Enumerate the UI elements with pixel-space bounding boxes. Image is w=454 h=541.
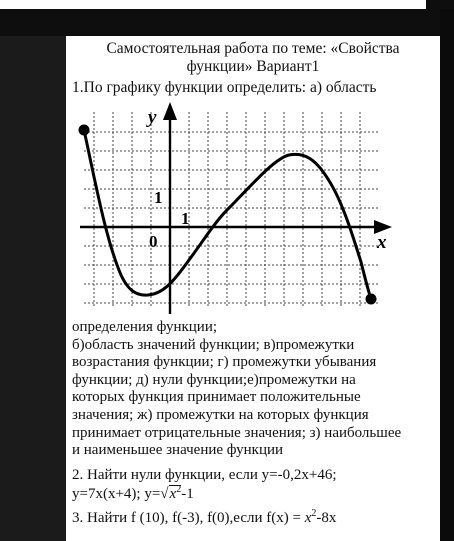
- worksheet-page: [66, 36, 440, 541]
- grid: [84, 112, 380, 306]
- top-white-strip: [0, 0, 426, 9]
- task1-line: функции; д) нули функции;е)промежутки на: [72, 371, 356, 388]
- sqrt-radicand: [169, 485, 182, 502]
- curve-end-point: [366, 294, 377, 305]
- x-unit-label: 1: [181, 209, 190, 228]
- sqrt-var: x: [169, 486, 177, 502]
- task1-line: возрастания функции; г) промежутки убывания: [72, 354, 377, 371]
- task1-line: значения; ж) промежутки на которых функция: [72, 406, 369, 423]
- task3-exponent: 2: [311, 508, 317, 519]
- task2-line2-end: -1: [181, 486, 194, 502]
- task3-line: [72, 508, 336, 528]
- task1-line: которых функция принимает положительные: [72, 389, 361, 406]
- title-line-2: функции» Вариант1: [186, 58, 320, 75]
- task1-details: [72, 319, 434, 460]
- right-dark-strip: [440, 9, 454, 541]
- task1-line1: 1.По графику функции определить: а) область: [72, 79, 377, 96]
- sqrt-sign: √: [160, 486, 169, 502]
- page-title: [66, 40, 440, 76]
- curve-start-point: [79, 125, 90, 136]
- task2-line2-start: у=7х(х+4); у=: [72, 486, 161, 502]
- task3-suffix: -8x: [316, 510, 337, 526]
- task1-line: б)область значений функции; в)промежутки: [72, 336, 355, 353]
- sqrt-exponent: 2: [176, 484, 182, 495]
- task3-var: x: [304, 510, 312, 526]
- task1-line: и наименьшее значение функции: [72, 442, 284, 459]
- task2-line2: [72, 484, 194, 504]
- task1-line: определения функции;: [72, 319, 218, 335]
- task1-line: принимает отрицательные значения; з) наибольшее: [72, 424, 402, 441]
- y-axis-label: y: [148, 107, 157, 128]
- x-axis-label: x: [377, 232, 387, 253]
- y-unit-label: 1: [154, 188, 163, 207]
- title-line-1: Самостоятельная работа по теме: «Свойства: [106, 40, 400, 57]
- task2-line1: 2. Найти нули функции, если у=-0,2х+46;: [72, 467, 337, 483]
- task3-text: 3. Найти f (10), f(-3), f(0),если f(x) =: [72, 510, 305, 526]
- origin-label: 0: [149, 232, 158, 251]
- function-graph: [76, 100, 396, 318]
